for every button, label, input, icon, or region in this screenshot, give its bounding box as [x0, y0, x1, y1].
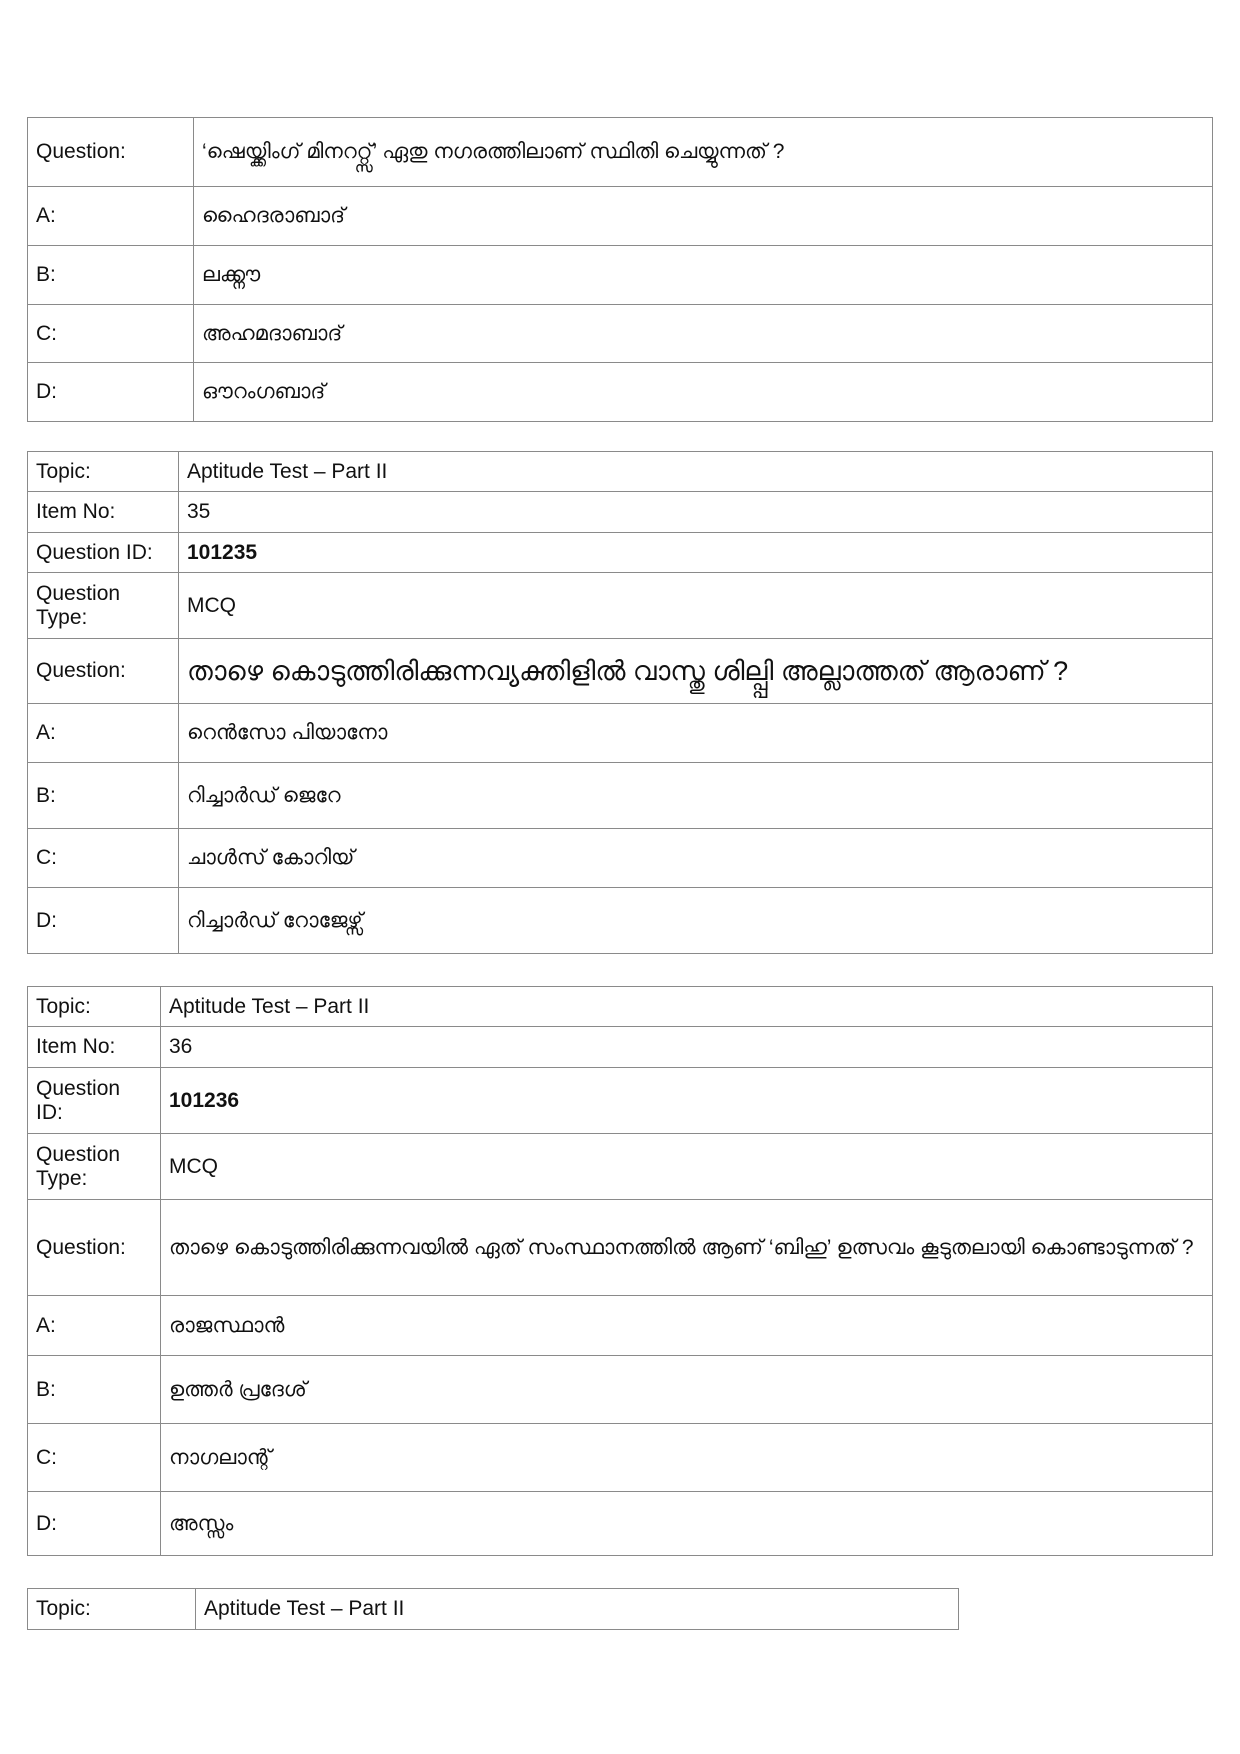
option-a-label: A:	[28, 1296, 161, 1356]
option-d-label: D:	[28, 363, 194, 422]
option-d-label: D:	[28, 1492, 161, 1556]
question-id-row	[28, 1068, 1213, 1134]
option-c-text: നാഗലാന്റ്	[161, 1424, 1213, 1492]
option-row-c	[28, 829, 1213, 888]
option-a-text: റെൻസോ പിയാനോ	[179, 704, 1213, 763]
question-type-value: MCQ	[179, 573, 1213, 639]
question-type-label: Question Type:	[28, 1134, 161, 1200]
question-label: Question:	[28, 118, 194, 187]
option-c-text: ചാൾസ് കോറിയ്	[179, 829, 1213, 888]
question-block-34	[27, 117, 1213, 422]
question-row	[28, 1200, 1213, 1296]
option-b-text: റിച്ചാർഡ് ജെറേ	[179, 763, 1213, 829]
question-label: Question:	[28, 1200, 161, 1296]
question-id-label: Question ID:	[28, 1068, 161, 1134]
topic-value: Aptitude Test – Part II	[196, 1589, 959, 1630]
question-type-value: MCQ	[161, 1134, 1213, 1200]
question-id-label: Question ID:	[28, 533, 179, 573]
question-label: Question:	[28, 639, 179, 704]
topic-label: Topic:	[28, 987, 161, 1027]
option-row-c	[28, 305, 1213, 363]
question-block-37	[27, 1588, 959, 1630]
option-b-text: ലക്ക്നൗ	[194, 246, 1213, 305]
topic-row	[28, 1589, 959, 1630]
option-b-label: B:	[28, 1356, 161, 1424]
option-a-label: A:	[28, 187, 194, 246]
item-no-row	[28, 1027, 1213, 1068]
option-a-text: ഹൈദരാബാദ്	[194, 187, 1213, 246]
topic-value: Aptitude Test – Part II	[179, 452, 1213, 492]
item-no-row	[28, 492, 1213, 533]
option-d-text: അസ്സം	[161, 1492, 1213, 1556]
option-row-b	[28, 1356, 1213, 1424]
topic-row	[28, 987, 1213, 1027]
option-row-c	[28, 1424, 1213, 1492]
item-no-value: 35	[179, 492, 1213, 533]
option-b-text: ഉത്തർ പ്രദേശ്	[161, 1356, 1213, 1424]
question-text: താഴെ കൊടുത്തിരിക്കുന്നവയിൽ ഏത് സംസ്ഥാനത്തിൽ ആണ് ‘ബിഹു’ ഉത്സവം കൂടുതലായി കൊണ്ടാടുന്നത് ?	[161, 1200, 1213, 1296]
option-c-text: അഹമദാബാദ്	[194, 305, 1213, 363]
question-type-row	[28, 1134, 1213, 1200]
question-block-35	[27, 451, 1213, 954]
topic-label: Topic:	[28, 452, 179, 492]
option-a-label: A:	[28, 704, 179, 763]
topic-label: Topic:	[28, 1589, 196, 1630]
option-row-d	[28, 1492, 1213, 1556]
question-type-row	[28, 573, 1213, 639]
question-row	[28, 639, 1213, 704]
question-text: താഴെ കൊടുത്തിരിക്കുന്നവ്യക്തിളിൽ വാസ്തു ശില്പ്പി അല്ലാത്തത് ആരാണ് ?	[179, 639, 1213, 704]
question-block-36	[27, 986, 1213, 1556]
option-d-label: D:	[28, 888, 179, 954]
option-row-a	[28, 187, 1213, 246]
option-row-b	[28, 763, 1213, 829]
question-id-value: 101236	[161, 1068, 1213, 1134]
option-c-label: C:	[28, 305, 194, 363]
option-b-label: B:	[28, 763, 179, 829]
option-b-label: B:	[28, 246, 194, 305]
option-a-text: രാജസ്ഥാൻ	[161, 1296, 1213, 1356]
item-no-label: Item No:	[28, 492, 179, 533]
option-row-a	[28, 704, 1213, 763]
topic-row	[28, 452, 1213, 492]
question-id-row	[28, 533, 1213, 573]
question-type-label: Question Type:	[28, 573, 179, 639]
item-no-value: 36	[161, 1027, 1213, 1068]
question-row	[28, 118, 1213, 187]
item-no-label: Item No:	[28, 1027, 161, 1068]
option-c-label: C:	[28, 1424, 161, 1492]
topic-value: Aptitude Test – Part II	[161, 987, 1213, 1027]
question-text: ‘ഷെയ്ക്കിംഗ് മിനററ്റ്സ്’ ഏതു നഗരത്തിലാണ് സ്ഥിതി ചെയ്യുന്നത് ?	[194, 118, 1213, 187]
option-row-a	[28, 1296, 1213, 1356]
option-row-d	[28, 363, 1213, 422]
option-row-d	[28, 888, 1213, 954]
option-row-b	[28, 246, 1213, 305]
option-d-text: ഔറംഗബാദ്	[194, 363, 1213, 422]
option-c-label: C:	[28, 829, 179, 888]
question-id-value: 101235	[179, 533, 1213, 573]
option-d-text: റിച്ചാർഡ് റോജേഴ്സ്	[179, 888, 1213, 954]
